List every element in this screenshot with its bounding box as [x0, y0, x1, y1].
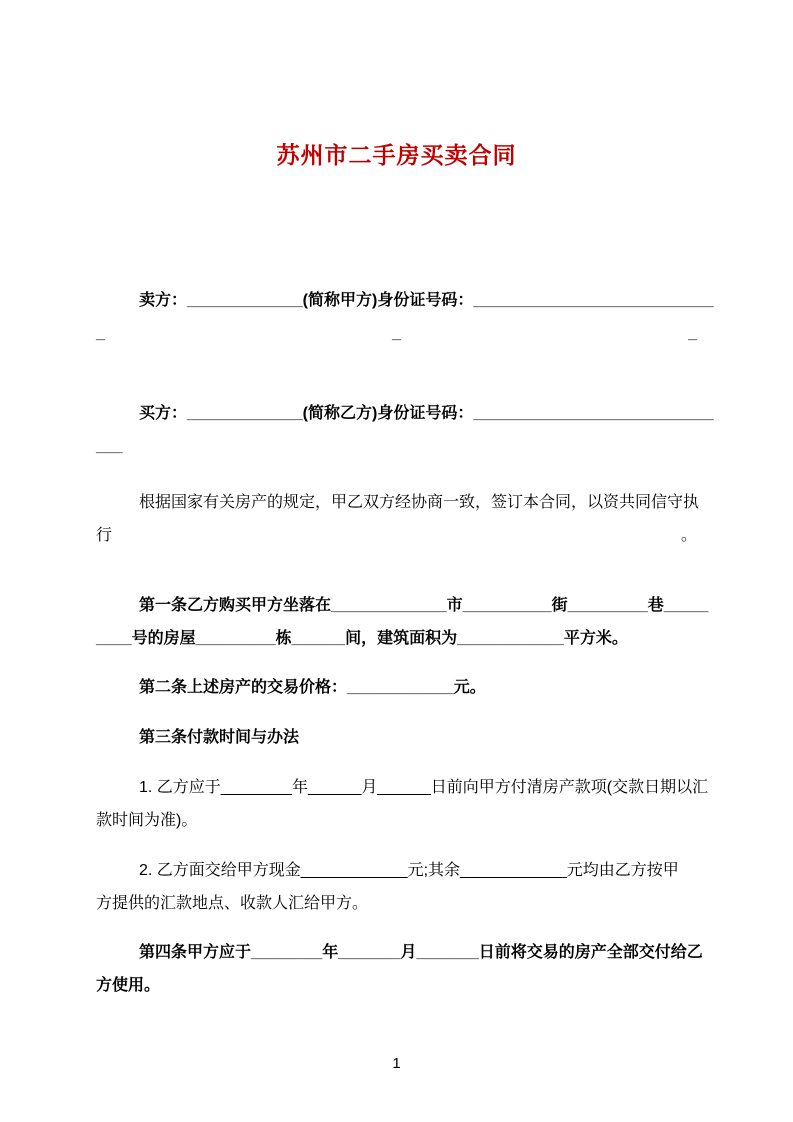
intro-continuation-line — [96, 519, 697, 552]
payment-item-1-paragraph — [96, 771, 709, 837]
seller-continuation-line — [96, 317, 697, 350]
buyer-paragraph — [96, 397, 714, 463]
intro-paragraph — [96, 486, 700, 552]
intro-cont-period: 。 — [680, 527, 697, 544]
payment-item-1-line-2: 款时间为准)。 — [96, 812, 198, 829]
article2-paragraph — [96, 671, 697, 704]
seller-line: 卖方：_____________(简称甲方)身份证号码：___________________________ — [139, 292, 714, 309]
payment-item-2-line-1: 2. 乙方面交给甲方现金____________元;其余____________元均由乙方按甲 — [139, 862, 679, 879]
article3-paragraph — [96, 721, 697, 754]
payment-item-2-paragraph — [96, 854, 697, 920]
buyer-continuation-line: ___ — [96, 438, 123, 455]
intro-cont-text: 行 — [96, 527, 113, 544]
payment-item-2-line-2: 方提供的汇款地点、收款人汇给甲方。 — [96, 895, 369, 912]
seller-blank-middle: _ — [392, 325, 401, 342]
intro-line: 根据国家有关房产的规定，甲乙双方经协商一致，签订本合同，以资共同信守执 — [139, 494, 700, 511]
payment-item-1-line-1: 1. 乙方应于________年______月______日前向甲方付清房产款项(交款日期以汇 — [139, 779, 709, 796]
seller-paragraph — [96, 284, 714, 350]
page-number: 1 — [392, 1055, 401, 1072]
seller-blank-left: _ — [96, 325, 105, 342]
buyer-line: 买方：_____________(简称乙方)身份证号码：___________________________ — [139, 405, 714, 422]
article4-line-1: 第四条甲方应于________年_______月_______日前将交易的房产全部交付给乙 — [139, 944, 703, 961]
article1-line-2: ____号的房屋_________栋______间，建筑面积为____________平方米。 — [96, 630, 628, 647]
article3-line: 第三条付款时间与办法 — [139, 729, 300, 746]
article1-paragraph — [96, 589, 709, 655]
seller-blank-right: _ — [688, 325, 697, 342]
article4-line-2: 方使用。 — [96, 977, 161, 994]
document-title: 苏州市二手房买卖合同 — [276, 142, 517, 168]
article4-paragraph — [96, 936, 703, 1002]
article2-line: 第二条上述房产的交易价格：____________元。 — [139, 679, 486, 696]
article1-line-1: 第一条乙方购买甲方坐落在_____________市__________街_________巷_____ — [139, 597, 709, 614]
